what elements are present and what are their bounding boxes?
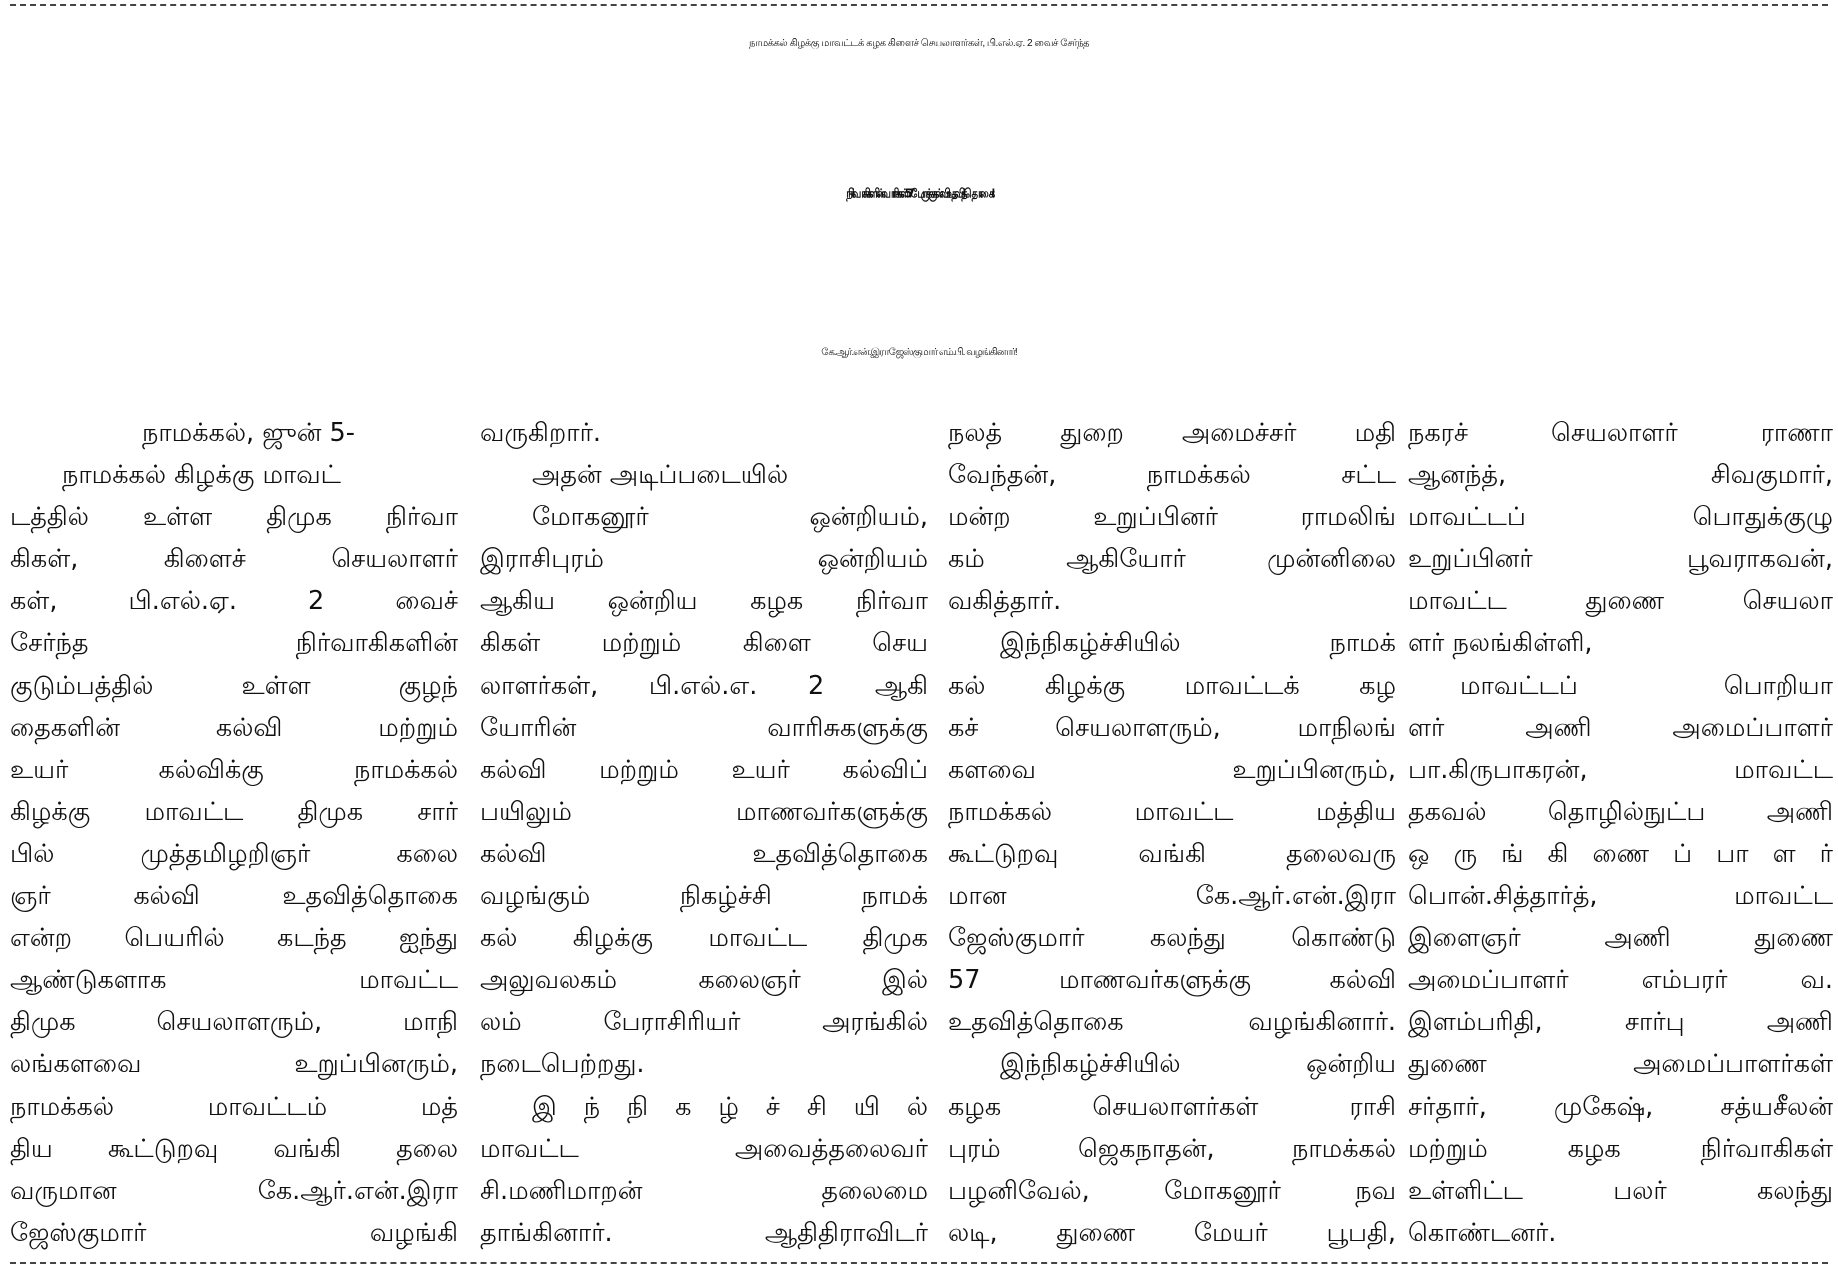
column-line: ஆனந்த், சிவகுமார்,: [1408, 460, 1833, 491]
column-line: சேர்ந்த நிர்வாகிகளின்: [10, 628, 458, 659]
column-line: தாங்கினார். ஆதிதிராவிடர்: [480, 1217, 928, 1248]
column-line: அதன் அடிப்படையில்: [532, 460, 789, 491]
column-line: மற்றும் கழக நிர்வாகிகள்: [1408, 1133, 1833, 1164]
bottom-dashed-border: [10, 1262, 1828, 1264]
article-column-3: [948, 412, 1396, 1254]
column-line: ளர் அணி அமைப்பாளர்: [1408, 712, 1833, 743]
column-line: ஞர் கல்வி உதவித்தொகை: [10, 881, 458, 912]
column-line: அலுவலகம் கலைஞர் இல்: [480, 965, 928, 996]
column-line: லம் பேராசிரியர் அரங்கில்: [480, 1007, 928, 1038]
column-line: நாமக்கல், ஜுன் 5-: [142, 418, 355, 448]
column-line: நாமக்கல் மாவட்ட மத்திய: [948, 796, 1396, 827]
column-line: இளைஞர் அணி துணை: [1408, 923, 1833, 954]
column-line: குடும்பத்தில் உள்ள குழந்: [10, 670, 458, 701]
article-column-4: [1408, 412, 1833, 1254]
column-line: பா.கிருபாகரன், மாவட்ட: [1408, 754, 1833, 785]
column-line: கொண்டனர்.: [1408, 1217, 1557, 1248]
subheadline: கே.ஆர்.என்.இராஜேஸ்குமார் எம்.பி. வழங்கினார்!: [821, 347, 1017, 358]
column-line: கிகள், கிளைச் செயலாளர்: [10, 544, 458, 575]
column-line: பழனிவேல், மோகனூர் நவ: [948, 1175, 1396, 1206]
column-line: இந்நிகழ்ச்சியில் ஒன்றிய: [1000, 1049, 1396, 1080]
column-line: இந்நிகழ்ச்சியில் நாமக்: [1000, 628, 1396, 659]
column-line: பொன்.சித்தார்த், மாவட்ட: [1408, 881, 1833, 912]
column-line: ஒ ரு ங் கி ணை ப் பா ள ர்: [1408, 838, 1833, 869]
column-line: மாவட்ட அவைத்தலைவர்: [480, 1133, 928, 1164]
column-line: தகவல் தொழில்நுட்ப அணி: [1408, 796, 1833, 827]
column-line: கள், பி.எல்.ஏ. 2 வைச்: [10, 586, 458, 617]
column-line: மோகனூர் ஒன்றியம்,: [532, 502, 928, 533]
column-line: கூட்டுறவு வங்கி தலைவரு: [948, 838, 1396, 869]
column-line: கிழக்கு மாவட்ட திமுக சார்: [10, 796, 458, 827]
column-line: வேந்தன், நாமக்கல் சட்ட: [948, 460, 1396, 491]
column-line: நாமக்கல் மாவட்டம் மத்: [10, 1091, 458, 1122]
column-line: தைகளின் கல்வி மற்றும்: [10, 712, 458, 743]
column-line: இளம்பரிதி, சார்பு அணி: [1408, 1007, 1833, 1038]
column-line: 57 மாணவர்களுக்கு கல்வி: [948, 965, 1396, 996]
column-line: ளர் நலங்கிள்ளி,: [1408, 628, 1593, 659]
column-line: உதவித்தொகை வழங்கினார்.: [948, 1007, 1396, 1038]
column-line: பயிலும் மாணவர்களுக்கு: [480, 796, 928, 827]
column-line: நடைபெற்றது.: [480, 1049, 645, 1080]
column-line: மாவட்டப் பொறியா: [1460, 670, 1833, 701]
column-line: கல் கிழக்கு மாவட்ட திமுக: [480, 923, 928, 954]
kicker-line: நாமக்கல் கிழக்கு மாவட்டக் கழக கிளைச் செயலாளர்கள், பி.எல்.ஏ. 2 வைச் சேர்ந்த: [748, 38, 1090, 49]
column-line: இராசிபுரம் ஒன்றியம்: [480, 544, 928, 575]
column-line: அமைப்பாளர் எம்பரர் வ.: [1408, 965, 1833, 996]
column-line: லாளர்கள், பி.எல்.எ. 2 ஆகி: [480, 670, 928, 701]
column-line: நலத் துறை அமைச்சர் மதி: [948, 418, 1396, 448]
column-line: மாவட்ட துணை செயலா: [1408, 586, 1833, 617]
column-line: திமுக செயலாளரும், மாநி: [10, 1007, 458, 1038]
column-line: லடி, துணை மேயர் பூபதி,: [948, 1217, 1396, 1248]
column-line: யோரின் வாரிசுகளுக்கு: [480, 712, 928, 743]
column-line: கழக செயலாளர்கள் ராசி: [948, 1091, 1396, 1122]
column-line: துணை அமைப்பாளர்கள்: [1408, 1049, 1833, 1080]
column-line: நாமக்கல் கிழக்கு மாவட்: [62, 460, 341, 491]
column-line: மான கே.ஆர்.என்.இரா: [948, 881, 1396, 912]
column-line: ஜேஸ்குமார் கலந்து கொண்டு: [948, 923, 1396, 954]
column-line: டத்தில் உள்ள திமுக நிர்வா: [10, 502, 458, 533]
headline: நிர்வாகிகளின் வாரிசுகள் 57 பேருக்கு கல்வி உதவித்தொகை!: [846, 187, 992, 202]
column-line: கல்வி உதவித்தொகை: [480, 838, 928, 869]
column-line: திய கூட்டுறவு வங்கி தலை: [10, 1133, 458, 1164]
column-line: உள்ளிட்ட பலர் கலந்து: [1408, 1175, 1833, 1206]
column-line: இ ந் நி க ழ் ச் சி யி ல்: [532, 1091, 928, 1122]
article-column-2: [480, 412, 928, 1254]
column-line: சி.மணிமாறன் தலைமை: [480, 1175, 928, 1206]
column-line: கல்வி மற்றும் உயர் கல்விப்: [480, 754, 928, 785]
column-line: வகித்தார்.: [948, 586, 1062, 617]
column-line: மாவட்டப் பொதுக்குழு: [1408, 502, 1833, 533]
column-line: பில் முத்தமிழறிஞர் கலை: [10, 838, 458, 869]
column-line: மன்ற உறுப்பினர் ராமலிங்: [948, 502, 1396, 533]
column-line: வருமான கே.ஆர்.என்.இரா: [10, 1175, 458, 1206]
article-column-1: [10, 412, 458, 1254]
column-line: வருகிறார்.: [480, 418, 602, 448]
column-line: லங்களவை உறுப்பினரும்,: [10, 1049, 458, 1080]
column-line: என்ற பெயரில் கடந்த ஐந்து: [10, 923, 458, 954]
column-line: ஜேஸ்குமார் வழங்கி: [10, 1217, 458, 1248]
column-line: உறுப்பினர் பூவராகவன்,: [1408, 544, 1833, 575]
column-line: ஆண்டுகளாக மாவட்ட: [10, 965, 458, 996]
column-line: உயர் கல்விக்கு நாமக்கல்: [10, 754, 458, 785]
column-line: கம் ஆகியோர் முன்னிலை: [948, 544, 1396, 575]
column-line: களவை உறுப்பினரும்,: [948, 754, 1396, 785]
column-line: கல் கிழக்கு மாவட்டக் கழ: [948, 670, 1396, 701]
column-line: நகரச் செயலாளர் ராணா: [1408, 418, 1833, 448]
column-line: கச் செயலாளரும், மாநிலங்: [948, 712, 1396, 743]
column-line: கிகள் மற்றும் கிளை செய: [480, 628, 928, 659]
column-line: ஆகிய ஒன்றிய கழக நிர்வா: [480, 586, 928, 617]
top-dashed-border: [10, 4, 1828, 6]
column-line: வழங்கும் நிகழ்ச்சி நாமக்: [480, 881, 928, 912]
column-line: புரம் ஜெகநாதன், நாமக்கல்: [948, 1133, 1396, 1164]
column-line: சர்தார், முகேஷ், சத்யசீலன்: [1408, 1091, 1833, 1122]
